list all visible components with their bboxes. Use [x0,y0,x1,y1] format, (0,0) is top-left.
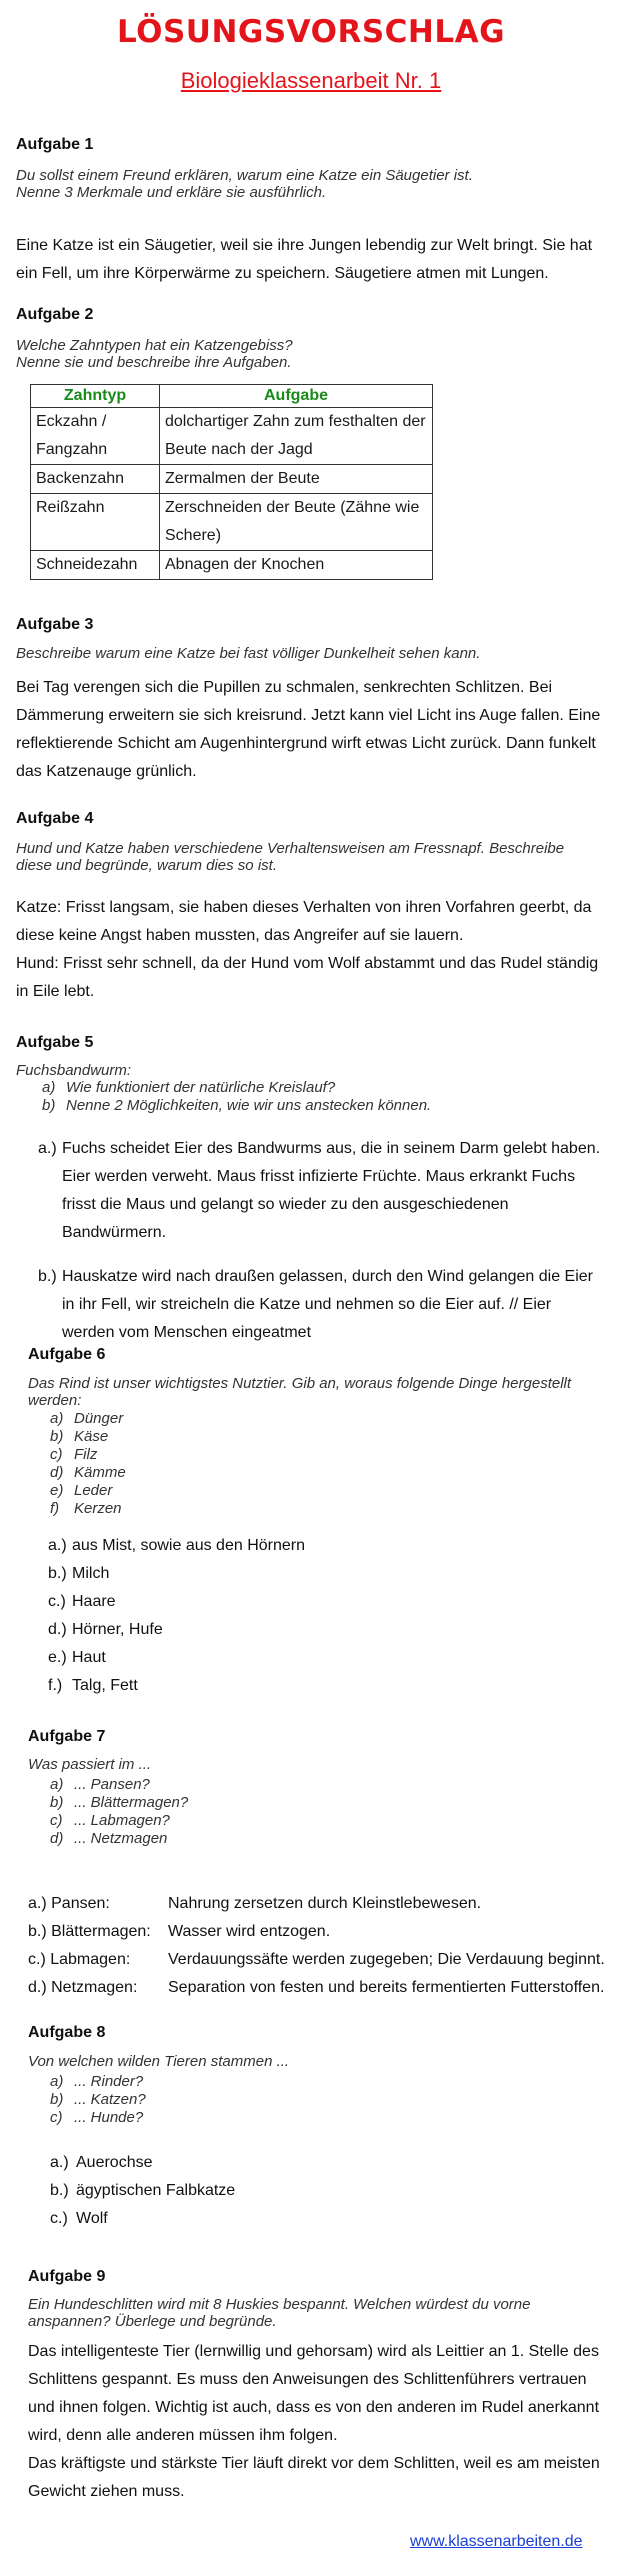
table-cell: Abnagen der Knochen [160,551,433,580]
task-7-heading: Aufgabe 7 [28,1728,106,1745]
task-3-heading: Aufgabe 3 [16,616,94,633]
list-item: c) ... Labmagen? [50,1812,170,1829]
list-item: b) ... Blättermagen? [50,1794,189,1811]
footer-link[interactable]: www.klassenarbeiten.de [410,2533,583,2550]
task-3-answer: Bei Tag verengen sich die Pupillen zu schmalen, senkrechten Schlitzen. Bei Dämmerung erweitern sie sich kreisrund. Jetzt kann viel Licht ins Auge fallen. Eine reflektierende Schicht am Augenhintergrund wirft etwas Licht zurück. Dann funkelt das Katzenauge grünlich. [16,679,601,780]
list-item: b) Nenne 2 Möglichkeiten, wie wir uns anstecken können. [42,1097,432,1114]
answer-line: Hund: Frisst sehr schnell, da der Hund vom Wolf abstammt und das Rudel ständig in Eile lebt. [16,955,599,1000]
task-9-question: Ein Hundeschlitten wird mit 8 Huskies bespannt. Welchen würdest du vorne anspannen? Überlege und begründe. [28,2296,531,2330]
list-item: a) Wie funktioniert der natürliche Kreislauf? [42,1079,336,1096]
task-1-heading: Aufgabe 1 [16,136,94,153]
list-item: c) Filz [50,1446,98,1463]
table-cell: dolchartiger Zahn zum festhalten der Beute nach der Jagd [160,408,433,465]
task-7-subquestions [50,1776,188,1848]
task-4-heading: Aufgabe 4 [16,810,94,827]
list-item: a.) Auerochse [50,2154,153,2171]
list-item: c.) Haare [48,1593,116,1610]
answer-line: Das kräftigste und stärkste Tier läuft direkt vor dem Schlitten, weil es am meisten Gewicht ziehen muss. [28,2455,600,2500]
list-item: b.) Milch [48,1565,110,1582]
task-7-question: Was passiert im ... [28,1756,152,1773]
list-item: d) Kämme [50,1464,126,1481]
list-item: a) ... Pansen? [50,1776,150,1793]
table-row [31,465,433,494]
list-item: d.) Hörner, Hufe [48,1621,163,1638]
task-6-answers [48,1532,305,1700]
list-item: b.) Hauskatze wird nach draußen gelassen, durch den Wind gelangen die Eier in ihr Fell, wir streicheln die Katze und nehmen so die Eier auf. // Eier werden vom Menschen eingeatmet [38,1268,593,1341]
teeth-table [30,384,433,580]
task-5-answers [38,1135,604,1347]
task-5-heading: Aufgabe 5 [16,1034,94,1051]
table-cell: Zerschneiden der Beute (Zähne wie Schere) [160,494,433,551]
table-header-cell: Aufgabe [160,385,433,408]
question-line: Du sollst einem Freund erklären, warum eine Katze ein Säugetier ist. [16,167,473,184]
list-item: a) ... Rinder? [50,2073,144,2090]
table-cell: Eckzahn / Fangzahn [31,408,160,465]
list-item: c) ... Hunde? [50,2109,144,2126]
table-cell: Schneidezahn [31,551,160,580]
table-row [31,408,433,465]
task-1-question [16,167,576,201]
list-item: f) Kerzen [50,1500,122,1517]
table-cell: Zermalmen der Beute [160,465,433,494]
task-9-answer [28,2338,610,2506]
task-5-subquestions [42,1079,431,1115]
table-header-row [31,385,433,408]
task-9-heading: Aufgabe 9 [28,2268,106,2285]
answer-line: Katze: Frisst langsam, sie haben dieses Verhalten von ihren Vorfahren geerbt, da diese keine Angst haben mussten, das Angreifer auf sie lauern. [16,899,592,944]
question-line: Welche Zahntypen hat ein Katzengebiss? [16,337,293,354]
task-8-answers [50,2149,235,2233]
table-cell: Backenzahn [31,465,160,494]
list-item: a) Dünger [50,1410,124,1427]
list-item: d) ... Netzmagen [50,1830,168,1847]
table-row [31,494,433,551]
table-header-cell: Zahntyp [31,385,160,408]
task-6-heading: Aufgabe 6 [28,1346,106,1363]
task-6-question: Das Rind ist unser wichtigstes Nutztier. Gib an, woraus folgende Dinge hergestellt werden: [28,1375,572,1409]
worksheet-page: LÖSUNGSVORSCHLAG Biologieklassenarbeit Nr. 1 Aufgabe 1 Du sollst einem Freund erklären, warum eine Katze ein Säugetier ist. Nenne 3 Merkmale und erkläre sie ausführlich. Eine Katze ist ein Säugetier, weil sie ihre Jungen lebendig zur Welt bringt. Sie hat ein Fell, um ihre Körperwärme zu speichern. Säugetiere atmen mit Lungen. Aufgabe 2 Welche Zahntypen hat ein Katzengebiss? Nenne sie und beschreibe ihre Aufgaben. Zahntyp Aufgabe Eckzahn / Fangzahn dolchartiger Zahn zum festhalten der Beute nach der Jagd Backenzahn Zermalmen der Beute Reißzahn Zerschneiden der Beute (Zähne wie Schere) Schneidezahn Abnagen der Knochen Aufgabe 3 Beschreibe warum eine Katze bei fast völliger Dunkelheit sehen kann. Bei Tag verengen sich die Pupillen zu schmalen, senkrechten Schlitzen. Bei Dämmerung erweitern sie sich kreisrund. Jetzt kann viel Licht ins Auge fallen. Eine reflektierende Schicht am Augenhintergrund wirft etwas Licht zurück. Dann funkelt das Katzenauge grünlich. Aufgabe 4 Hund und Katze haben verschiedene Verhaltensweisen am Fressnapf. Beschreibe diese und begründe, warum dies so ist. Katze: Frisst langsam, sie haben dieses Verhalten von ihren Vorfahren geerbt, da diese keine Angst haben mussten, das Angreifer auf sie lauern. Hund: Frisst sehr schnell, da der Hund vom Wolf abstammt und das Rudel ständig in Eile lebt. Aufgabe 5 Fuchsbandwurm: a) Wie funktioniert der natürliche Kreislauf? b) Nenne 2 Möglichkeiten, wie wir uns anstecken können. a.) Fuchs scheidet Eier des Bandwurms aus, die in seinem Darm gelebt haben. Eier werden verweht. Maus frisst infizierte Früchte. Maus erkrankt Fuchs frisst die Maus und gelangt so wieder zu den ausgeschiedenen Bandwürmern. b.) Hauskatze wird nach draußen gelassen, durch den Wind gelangen die Eier in ihr Fell, wir streicheln die Katze und nehmen so die Eier auf. // Eier werden vom Menschen eingeatmet Aufgabe 6 Das Rind ist unser wichtigstes Nutztier. Gib an, woraus folgende Dinge hergestellt werden: a) Dünger b) Käse c) Filz d) Kämme e) Leder f) Kerzen a.) aus Mist, sowie aus den Hörnern b.) Milch c.) Haare d.) Hörner, Hufe e.) Haut f.) Talg, Fett Aufgabe 7 Was passiert im ... a) ... Pansen? b) ... Blättermagen? c) ... Labmagen? d) ... Netzmagen a.) Pansen: Nahrung zersetzen durch Kleinstlebewesen. b.) Blättermagen: Wasser wird entzogen. c.) Labmagen: Verdauungssäfte werden zugegeben; Die Verdauung beginnt. d.) Netzmagen: Separation von festen und bereits fermentierten Futterstoffen. Aufgabe 8 Von welchen wilden Tieren stammen ... a) ... Rinder? b) ... Katzen? c) ... Hunde? a.) Auerochse b.) ägyptischen Falbkatze c.) Wolf Aufgabe 9 Ein Hundeschlitten wird mit 8 Huskies bespannt. Welchen würdest du vorne anspannen? Überlege und begründe. Das intelligenteste Tier (lernwillig und gehorsam) wird als Leittier an 1. Stelle des Schlittens gespannt. Es muss den Anweisungen des Schlittenführers vertrauen und ihnen folgen. Wichtig ist auch, dass es von den anderen im Rudel anerkannt wird, denn alle anderen müssen ihm folgen. Das kräftigste und stärkste Tier läuft direkt vor dem Schlitten, weil es am meisten Gewicht ziehen muss. www.klassenarbeiten.de [0,0,622,2567]
task-4-answer [16,894,606,1006]
list-item: e) Leder [50,1482,113,1499]
page-title: LÖSUNGSVORSCHLAG [116,14,506,50]
answer-line: Das intelligenteste Tier (lernwillig und gehorsam) wird als Leittier an 1. Stelle des Schlittens gespannt. Es muss den Anweisungen des Schlittenführers vertrauen und ihnen folgen. Wichtig ist auch, dass es von den anderen im Rudel anerkannt wird, denn alle anderen müssen ihm folgen. [28,2343,600,2444]
table-row [31,551,433,580]
task-4-question: Hund und Katze haben verschiedene Verhaltensweisen am Fressnapf. Beschreibe diese und begründe, warum dies so ist. [16,840,565,874]
list-item: a.) aus Mist, sowie aus den Hörnern [48,1537,305,1554]
task-8-heading: Aufgabe 8 [28,2024,106,2041]
question-line: Nenne 3 Merkmale und erkläre sie ausführlich. [16,184,327,201]
list-item: b.) ägyptischen Falbkatze [50,2182,236,2199]
task-2-heading: Aufgabe 2 [16,306,94,323]
list-item: b) ... Katzen? [50,2091,146,2108]
question-line: Nenne sie und beschreibe ihre Aufgaben. [16,354,292,371]
list-item: b) Käse [50,1428,109,1445]
table-cell: Reißzahn [31,494,160,551]
task-6-subquestions [50,1410,126,1518]
list-item: e.) Haut [48,1649,106,1666]
list-item: f.) Talg, Fett [48,1677,138,1694]
task-2-question [16,337,576,371]
task-3-question: Beschreibe warum eine Katze bei fast völliger Dunkelheit sehen kann. [16,645,481,662]
page-subtitle: Biologieklassenarbeit Nr. 1 [180,68,442,93]
list-item: a.) Fuchs scheidet Eier des Bandwurms aus, die in seinem Darm gelebt haben. Eier werden verweht. Maus frisst infizierte Früchte. Maus erkrankt Fuchs frisst die Maus und gelangt so wieder zu den ausgeschiedenen Bandwürmern. [38,1140,601,1241]
task-8-subquestions [50,2073,146,2127]
list-item: c.) Wolf [50,2210,108,2227]
task-5-question: Fuchsbandwurm: [16,1062,132,1079]
task-1-answer: Eine Katze ist ein Säugetier, weil sie ihre Jungen lebendig zur Welt bringt. Sie hat ein Fell, um ihre Körperwärme zu speichern. Säugetiere atmen mit Lungen. [16,237,593,282]
task-8-question: Von welchen wilden Tieren stammen ... [28,2053,290,2070]
